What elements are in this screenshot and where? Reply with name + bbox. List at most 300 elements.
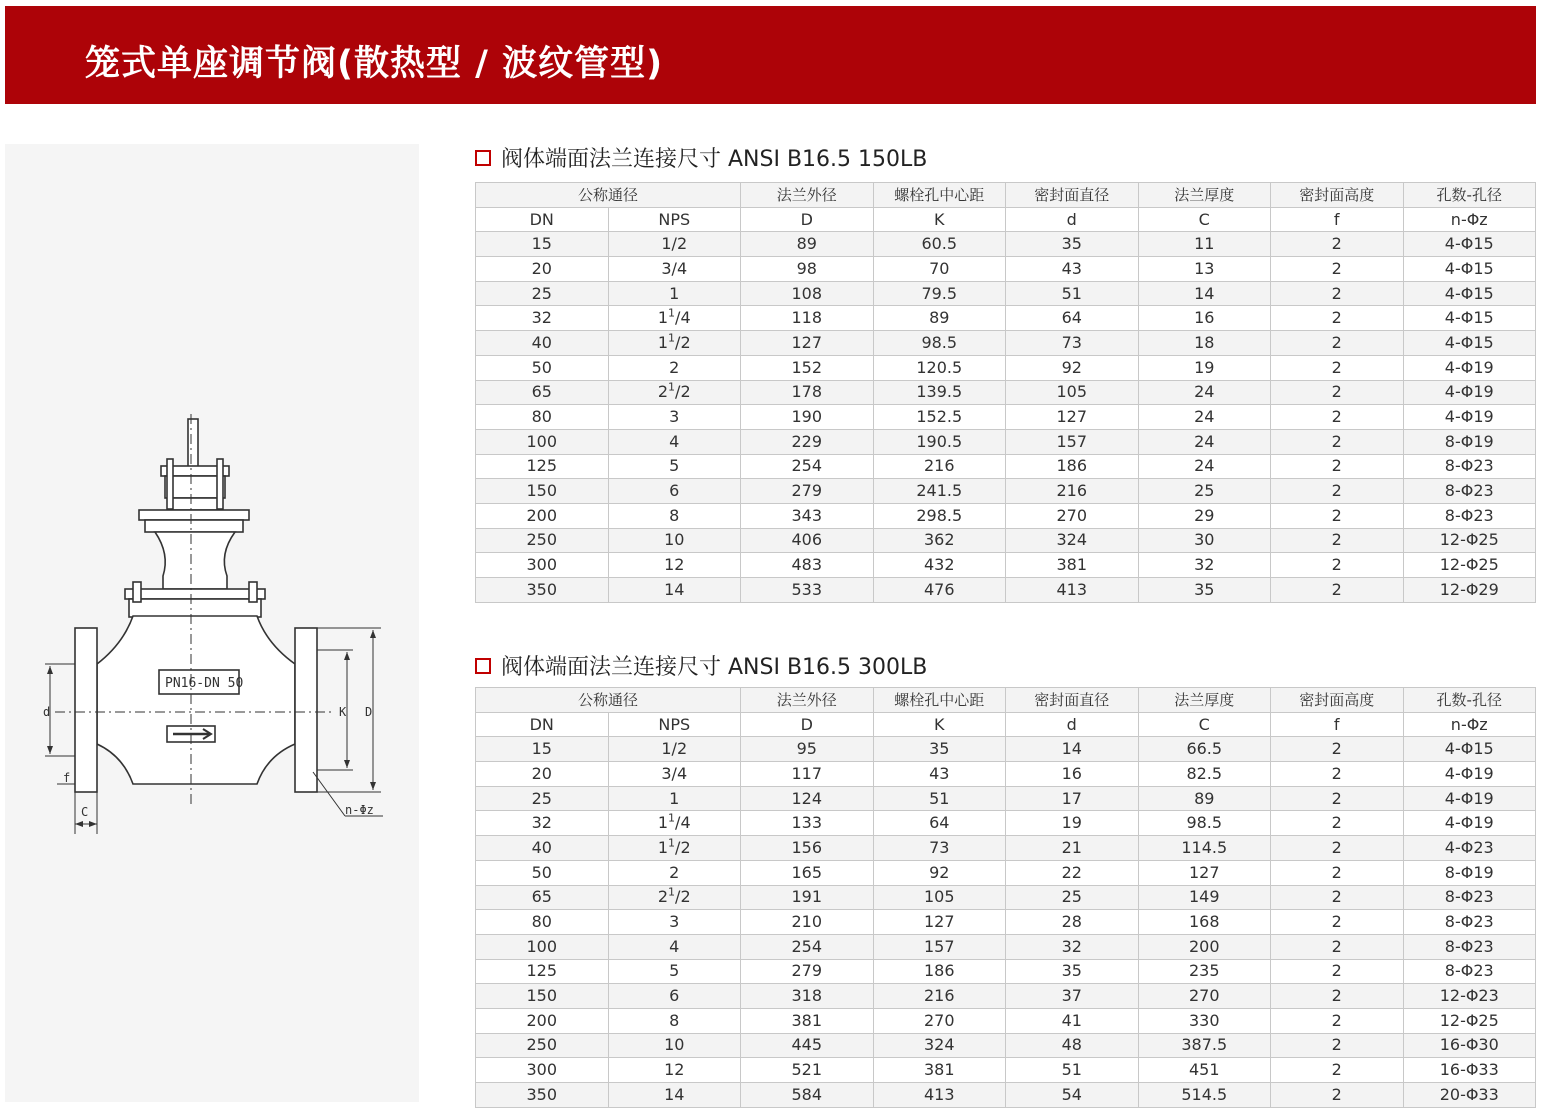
table-cell: 3/4 [608,257,741,282]
hole-leader [313,772,345,816]
table-row [476,984,1536,1009]
table-cell: 2 [1271,479,1404,504]
table-cell: 40 [476,331,609,356]
table-cell: 387.5 [1138,1033,1271,1058]
table-cell: 98.5 [873,331,1006,356]
table-cell: 8-Φ23 [1403,503,1536,528]
table-cell: 32 [1006,934,1139,959]
table-cell: 279 [741,959,874,984]
valve-diagram [5,144,419,1102]
body-top-flange-lower [129,599,261,617]
table-cell: $1^1/4$ [608,811,741,836]
table-cell: 98.5 [1138,811,1271,836]
table-cell: 127 [1006,405,1139,430]
table-row [476,479,1536,504]
table-cell: 100 [476,429,609,454]
table-cell: 98 [741,257,874,282]
table-row [476,1058,1536,1083]
table-cell: 48 [1006,1033,1139,1058]
table-cell: 381 [873,1058,1006,1083]
symbol-cell: f [1271,207,1404,232]
table-row [476,503,1536,528]
table-row [476,959,1536,984]
body-top-flange [125,589,265,599]
table-cell: 4-Φ19 [1403,786,1536,811]
symbol-cell: C [1138,207,1271,232]
table-cell: 4-Φ15 [1403,257,1536,282]
table-cell: 150 [476,984,609,1009]
valve-diagram-panel [5,144,419,1102]
table-cell: 2 [608,355,741,380]
table-cell: 30 [1138,528,1271,553]
table-cell: 25 [1006,885,1139,910]
table-cell: 2 [1271,1033,1404,1058]
table-cell: 4-Φ19 [1403,762,1536,787]
table-cell: 21 [1006,836,1139,861]
table-cell: 8-Φ23 [1403,479,1536,504]
table-cell: 92 [873,860,1006,885]
table-cell: 1/2 [608,232,741,257]
table-cell: 190.5 [873,429,1006,454]
table-cell: 318 [741,984,874,1009]
bolt [249,582,257,602]
table-cell: 152.5 [873,405,1006,430]
bolt [167,459,173,509]
table-cell: 254 [741,934,874,959]
checkbox-icon [475,658,491,674]
header-cell: 法兰外径 [741,183,874,208]
table-cell: 127 [873,910,1006,935]
table-cell: 152 [741,355,874,380]
table-cell: 12-Φ23 [1403,984,1536,1009]
table-cell: 40 [476,836,609,861]
table-cell: 80 [476,405,609,430]
table-row [476,454,1536,479]
table-cell: 12-Φ29 [1403,578,1536,603]
symbol-cell: D [741,207,874,232]
table-row [476,786,1536,811]
table-cell: 216 [873,454,1006,479]
table-cell: 2 [1271,405,1404,430]
table-cell: 445 [741,1033,874,1058]
table-cell: 8-Φ23 [1403,934,1536,959]
table-cell: 381 [741,1008,874,1033]
table-cell: 13 [1138,257,1271,282]
table-cell: 2 [1271,429,1404,454]
table-row [476,232,1536,257]
table-cell: 124 [741,786,874,811]
symbol-cell: NPS [608,207,741,232]
header-cell: 密封面高度 [1271,183,1404,208]
table-cell: 4-Φ19 [1403,380,1536,405]
table-cell: 4-Φ15 [1403,737,1536,762]
table-cell: 157 [1006,429,1139,454]
header-cell: 孔数-孔径 [1403,688,1536,713]
table-cell: 150 [476,479,609,504]
table-cell: 117 [741,762,874,787]
table-cell: 79.5 [873,281,1006,306]
table-cell: 50 [476,355,609,380]
table-cell: 2 [1271,232,1404,257]
table-cell: 32 [476,811,609,836]
table-cell: $1^1/2$ [608,836,741,861]
table-cell: 156 [741,836,874,861]
table-cell: $2^1/2$ [608,380,741,405]
table-row [476,380,1536,405]
table-cell: 89 [1138,786,1271,811]
symbol-cell: n-Φz [1403,712,1536,737]
table-cell: 22 [1006,860,1139,885]
table-row [476,355,1536,380]
symbol-cell: d [1006,712,1139,737]
table-row [476,811,1536,836]
table-cell: 2 [1271,257,1404,282]
header-cell: 公称通径 [476,183,741,208]
table-cell: 54 [1006,1083,1139,1108]
table-cell: 139.5 [873,380,1006,405]
label-hole: n-Φz [345,803,374,817]
table-cell: 60.5 [873,232,1006,257]
table-cell: 2 [1271,786,1404,811]
table-cell: 8 [608,503,741,528]
table-cell: 413 [873,1083,1006,1108]
table-cell: 64 [873,811,1006,836]
symbol-cell: DN [476,712,609,737]
table-cell: 406 [741,528,874,553]
table-cell: 2 [1271,860,1404,885]
section-title-150lb: 阀体端面法兰连接尺寸 ANSI B16.5 150LB [475,142,927,173]
table-cell: 270 [873,1008,1006,1033]
table-cell: 254 [741,454,874,479]
header-cell: 法兰厚度 [1138,183,1271,208]
table-cell: 70 [873,257,1006,282]
table-cell: 114.5 [1138,836,1271,861]
table-cell: 533 [741,578,874,603]
table-cell: 362 [873,528,1006,553]
table-cell: 16-Φ30 [1403,1033,1536,1058]
table-cell: 125 [476,454,609,479]
table-cell: 8-Φ19 [1403,860,1536,885]
table-cell: 250 [476,1033,609,1058]
table-cell: 2 [608,860,741,885]
table-cell: 2 [1271,528,1404,553]
table-row [476,1008,1536,1033]
table-cell: 190 [741,405,874,430]
table-cell: 2 [1271,811,1404,836]
table-cell: 350 [476,1083,609,1108]
table-row [476,885,1536,910]
table-cell: 6 [608,479,741,504]
table-cell: 178 [741,380,874,405]
table-cell: 250 [476,528,609,553]
table-cell: 2 [1271,1008,1404,1033]
table-cell: 25 [1138,479,1271,504]
table-cell: 4-Φ15 [1403,232,1536,257]
table-cell: 24 [1138,380,1271,405]
table-cell: 514.5 [1138,1083,1271,1108]
table-cell: 521 [741,1058,874,1083]
table-cell: 20 [476,257,609,282]
table-cell: 17 [1006,786,1139,811]
table-row [476,553,1536,578]
table-row [476,762,1536,787]
table-cell: 200 [1138,934,1271,959]
bolt [217,459,223,509]
symbol-cell: C [1138,712,1271,737]
table-cell: 2 [1271,454,1404,479]
table-cell: 65 [476,380,609,405]
table-cell: 35 [1006,232,1139,257]
table-cell: 2 [1271,984,1404,1009]
valve-body [97,616,295,784]
table-cell: 432 [873,553,1006,578]
table-cell: 8 [608,1008,741,1033]
table-cell: 2 [1271,1083,1404,1108]
table-cell: 41 [1006,1008,1139,1033]
header-cell: 法兰外径 [741,688,874,713]
header-cell: 孔数-孔径 [1403,183,1536,208]
table-cell: $2^1/2$ [608,885,741,910]
table-cell: 82.5 [1138,762,1271,787]
table-cell: 35 [1138,578,1271,603]
table-cell: 89 [873,306,1006,331]
table-row [476,910,1536,935]
bolt [133,582,141,602]
table-cell: 3 [608,910,741,935]
table-row [476,836,1536,861]
table-row [476,429,1536,454]
table-cell: $1^1/2$ [608,331,741,356]
table-cell: 2 [1271,737,1404,762]
table-cell: 300 [476,1058,609,1083]
table-cell: 92 [1006,355,1139,380]
table-cell: 2 [1271,959,1404,984]
table-row [476,934,1536,959]
table-row [476,331,1536,356]
table-cell: 89 [741,232,874,257]
table-cell: 12-Φ25 [1403,528,1536,553]
bonnet-neck [169,498,221,510]
table-cell: 105 [873,885,1006,910]
table-cell: 8-Φ23 [1403,454,1536,479]
table-cell: 2 [1271,306,1404,331]
table-cell: 127 [1138,860,1271,885]
table-cell: 127 [741,331,874,356]
table-cell: 343 [741,503,874,528]
table-cell: 2 [1271,578,1404,603]
table-row [476,578,1536,603]
table-cell: 2 [1271,380,1404,405]
table-cell: 6 [608,984,741,1009]
left-flange [75,628,97,792]
table-cell: 51 [873,786,1006,811]
table-cell: 19 [1138,355,1271,380]
table-cell: 12-Φ25 [1403,553,1536,578]
table-cell: 108 [741,281,874,306]
table-cell: 20-Φ33 [1403,1083,1536,1108]
symbol-cell: K [873,712,1006,737]
table-cell: 270 [1138,984,1271,1009]
table-cell: 216 [873,984,1006,1009]
table-cell: 270 [1006,503,1139,528]
table-cell: 3/4 [608,762,741,787]
table-row [476,1083,1536,1108]
table-cell: 168 [1138,910,1271,935]
bonnet-upper [165,476,225,498]
bonnet-flange [139,510,249,520]
table-cell: 4-Φ15 [1403,306,1536,331]
table-cell: 451 [1138,1058,1271,1083]
table-header-row [476,183,1536,208]
table-cell: 3 [608,405,741,430]
table-row [476,306,1536,331]
table-cell: 16-Φ33 [1403,1058,1536,1083]
table-cell: 483 [741,553,874,578]
section-title-300lb: 阀体端面法兰连接尺寸 ANSI B16.5 300LB [475,650,927,681]
table-cell: 2 [1271,762,1404,787]
table-row [476,1033,1536,1058]
table-cell: 12 [608,553,741,578]
symbol-cell: NPS [608,712,741,737]
table-cell: 35 [1006,959,1139,984]
table-cell: 8-Φ23 [1403,910,1536,935]
table-cell: 5 [608,959,741,984]
table-cell: 476 [873,578,1006,603]
flange-table-300lb [475,687,1536,1108]
table-cell: 4-Φ19 [1403,355,1536,380]
table-cell: 8-Φ19 [1403,429,1536,454]
table-cell: 14 [608,1083,741,1108]
table-cell: 1 [608,281,741,306]
table-cell: 2 [1271,503,1404,528]
table-cell: 14 [1138,281,1271,306]
table-cell: 200 [476,1008,609,1033]
table-cell: 413 [1006,578,1139,603]
table-cell: 25 [476,281,609,306]
table-cell: 186 [873,959,1006,984]
header-cell: 公称通径 [476,688,741,713]
table-cell: 28 [1006,910,1139,935]
table-row [476,737,1536,762]
table-cell: 149 [1138,885,1271,910]
table-cell: 118 [741,306,874,331]
table-cell: 16 [1138,306,1271,331]
table-cell: 15 [476,232,609,257]
table-cell: 8-Φ23 [1403,959,1536,984]
header-cell: 法兰厚度 [1138,688,1271,713]
table-cell: 51 [1006,281,1139,306]
table-symbol-row [476,712,1536,737]
table-cell: 381 [1006,553,1139,578]
table-cell: 241.5 [873,479,1006,504]
table-cell: 584 [741,1083,874,1108]
header-banner [5,6,1536,104]
table-cell: 14 [1006,737,1139,762]
table-cell: 24 [1138,429,1271,454]
table-cell: 2 [1271,836,1404,861]
table-cell: 4-Φ15 [1403,281,1536,306]
table-cell: 80 [476,910,609,935]
table-cell: 5 [608,454,741,479]
table-cell: 2 [1271,934,1404,959]
table-cell: 235 [1138,959,1271,984]
table-cell: 300 [476,553,609,578]
table-cell: 2 [1271,910,1404,935]
table-header-row [476,688,1536,713]
table-cell: 64 [1006,306,1139,331]
table-cell: 16 [1006,762,1139,787]
table-cell: 1/2 [608,737,741,762]
table-cell: 43 [873,762,1006,787]
table-cell: 125 [476,959,609,984]
table-cell: 66.5 [1138,737,1271,762]
valve-stem [188,419,198,467]
table-cell: $1^1/4$ [608,306,741,331]
flange-table-150lb [475,182,1536,603]
symbol-cell: K [873,207,1006,232]
table-row [476,528,1536,553]
table-cell: 4 [608,934,741,959]
table-cell: 18 [1138,331,1271,356]
table-cell: 216 [1006,479,1139,504]
label-f: f [63,771,71,785]
symbol-cell: D [741,712,874,737]
symbol-cell: n-Φz [1403,207,1536,232]
table-cell: 100 [476,934,609,959]
table-cell: 2 [1271,281,1404,306]
table-row [476,281,1536,306]
table-cell: 105 [1006,380,1139,405]
table-cell: 4-Φ15 [1403,331,1536,356]
table-cell: 157 [873,934,1006,959]
symbol-cell: f [1271,712,1404,737]
header-cell: 螺栓孔中心距 [873,688,1006,713]
table-cell: 32 [1138,553,1271,578]
table-cell: 11 [1138,232,1271,257]
table-row [476,257,1536,282]
table-cell: 12-Φ25 [1403,1008,1536,1033]
right-flange [295,628,317,792]
table-cell: 73 [873,836,1006,861]
table-cell: 14 [608,578,741,603]
table-cell: 4 [608,429,741,454]
table-cell: 4-Φ23 [1403,836,1536,861]
table-cell: 1 [608,786,741,811]
table-cell: 2 [1271,553,1404,578]
table-cell: 133 [741,811,874,836]
table-cell: 2 [1271,885,1404,910]
label-C: C [81,805,89,819]
table-cell: 10 [608,1033,741,1058]
table-cell: 298.5 [873,503,1006,528]
table-cell: 229 [741,429,874,454]
table-cell: 37 [1006,984,1139,1009]
table-cell: 24 [1138,405,1271,430]
table-cell: 186 [1006,454,1139,479]
table-cell: 25 [476,786,609,811]
table-cell: 279 [741,479,874,504]
table-cell: 15 [476,737,609,762]
table-cell: 20 [476,762,609,787]
table-cell: 65 [476,885,609,910]
header-cell: 密封面高度 [1271,688,1404,713]
label-D: D [365,705,373,719]
table-cell: 4-Φ19 [1403,405,1536,430]
table-cell: 50 [476,860,609,885]
table-cell: 2 [1271,1058,1404,1083]
table-cell: 120.5 [873,355,1006,380]
table-cell: 191 [741,885,874,910]
